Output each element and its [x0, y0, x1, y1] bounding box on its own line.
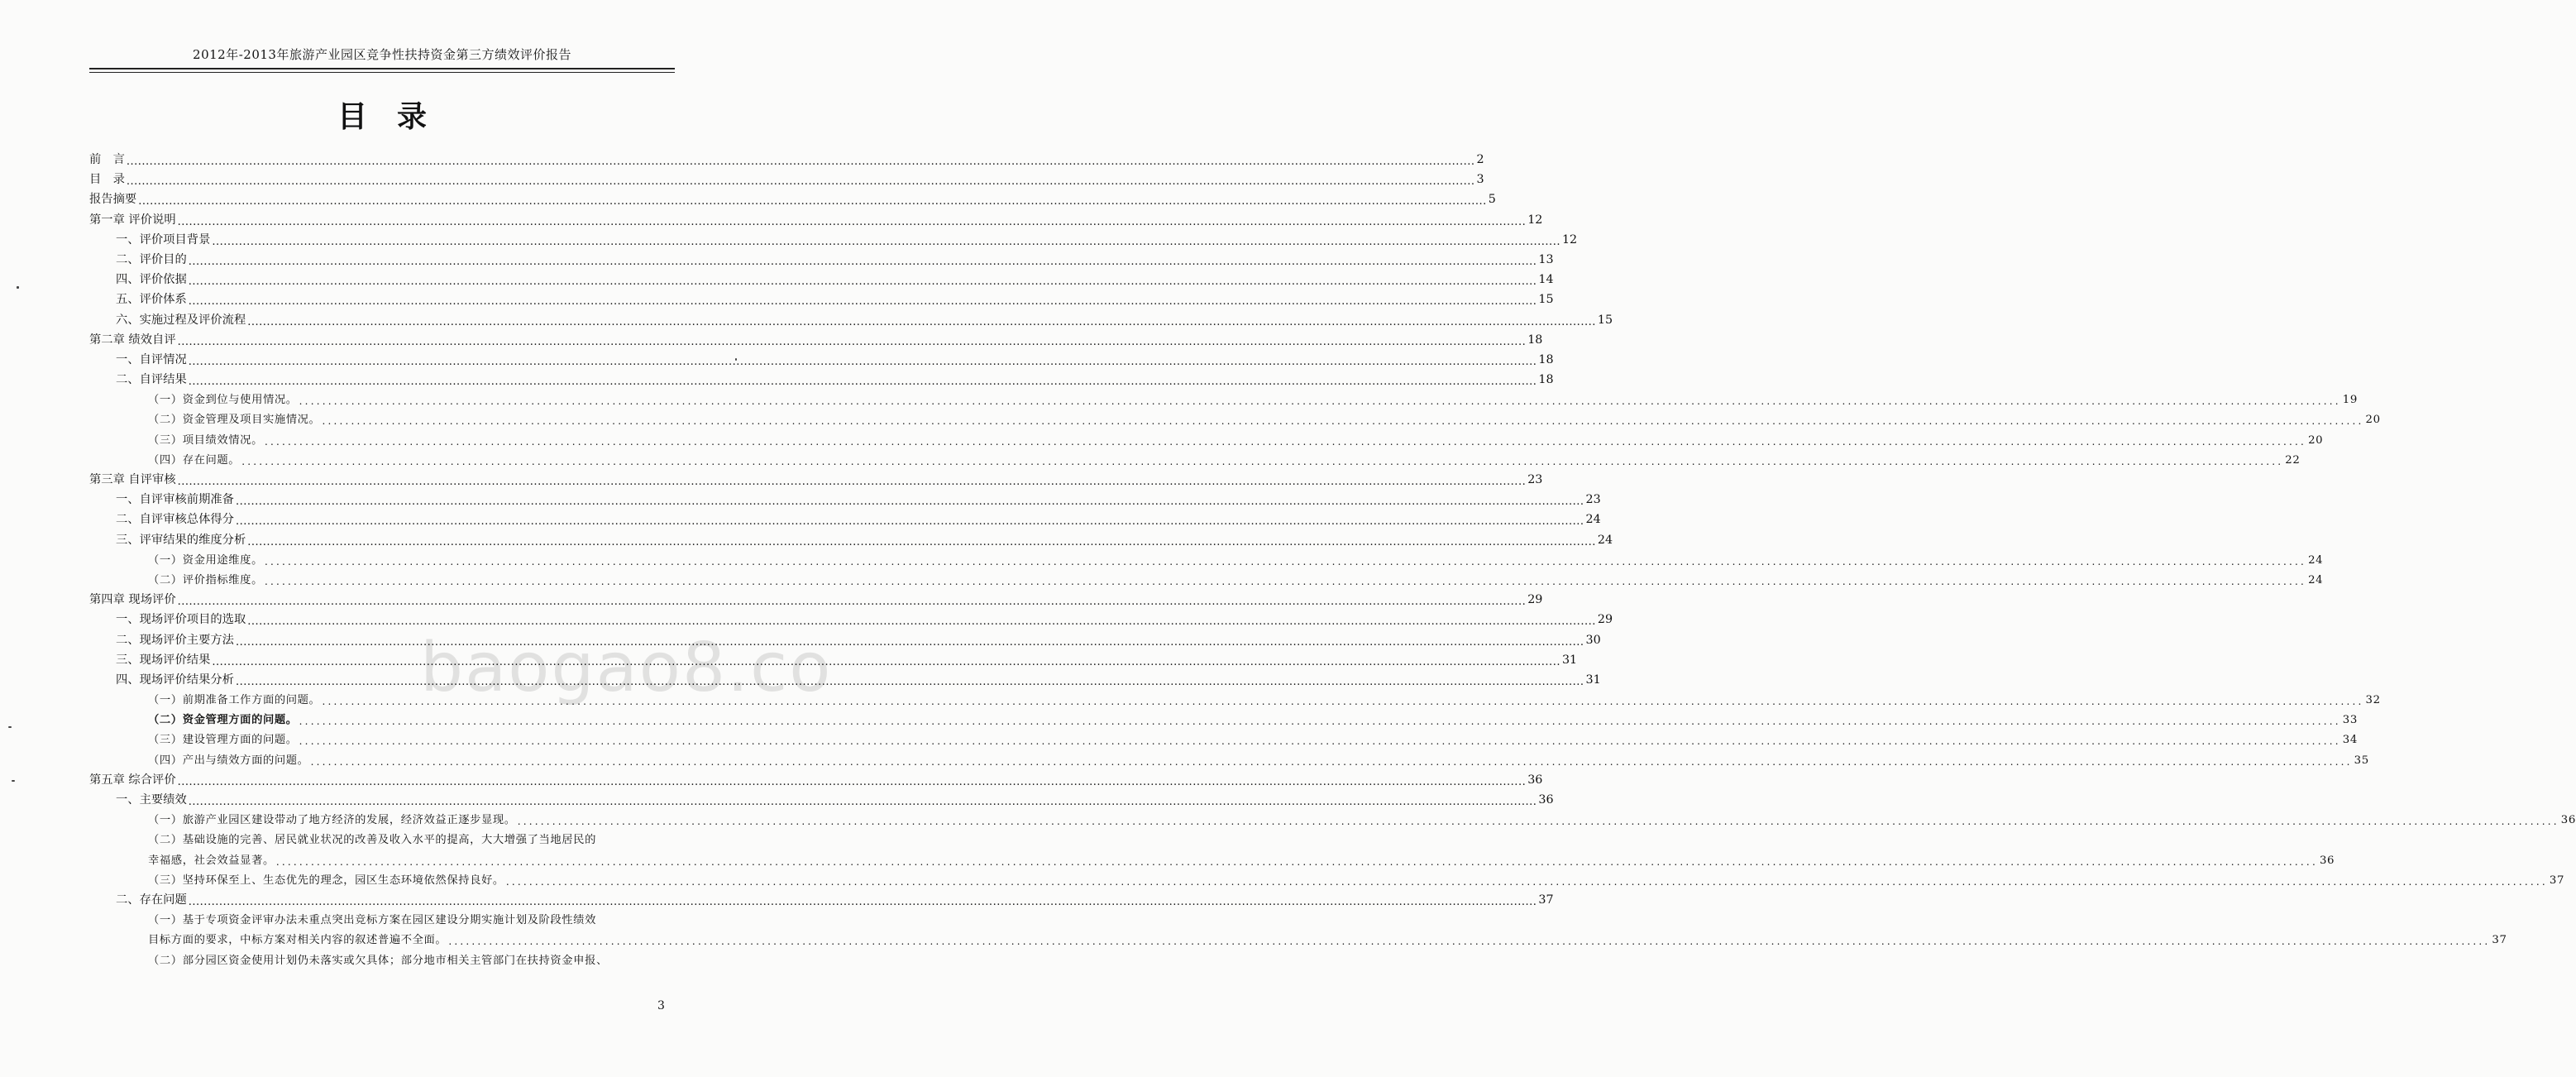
toc-dot-leader [178, 335, 1527, 347]
toc-dot-leader [448, 936, 2490, 946]
toc-entry-title: （三）项目绩效情况。 [148, 433, 263, 447]
toc-dot-leader [247, 615, 1596, 626]
toc-entry[interactable] [89, 531, 1613, 551]
toc-entry-page: 34 [2342, 734, 2358, 747]
toc-entry-page: 20 [2365, 414, 2381, 427]
toc-dot-leader [247, 315, 1596, 327]
scan-speck [8, 726, 12, 728]
toc-entry-page: 13 [1538, 252, 1554, 266]
toc-entry-page: 29 [1597, 613, 1613, 627]
toc-entry-page: 5 [1488, 193, 1496, 207]
toc-entry-title: 前 言 [89, 153, 125, 166]
toc-entry-title: 六、实施过程及评价流程 [116, 313, 246, 327]
toc-entry-title: 四、评价依据 [116, 273, 187, 287]
toc-entry[interactable] [89, 951, 671, 971]
toc-dot-leader [322, 415, 2363, 426]
toc-entry[interactable] [89, 251, 1554, 270]
toc-entry-page: 37 [1538, 893, 1554, 907]
toc-entry-page: 35 [2354, 754, 2369, 767]
toc-entry-title: （二）基础设施的完善、居民就业状况的改善及收入水平的提高，大大增强了当地居民的 [148, 834, 596, 847]
toc-entry-page: 36 [2560, 814, 2576, 827]
toc-entry[interactable] [89, 270, 1554, 290]
toc-entry-page: 31 [1561, 653, 1578, 667]
toc-entry[interactable] [89, 510, 1601, 530]
toc-entry-title: 四、现场评价结果分析 [116, 673, 234, 687]
toc-entry-page: 24 [1585, 513, 1601, 527]
toc-entry[interactable] [89, 551, 2324, 571]
toc-entry-title: （三）坚持环保至上、生态优先的理念，园区生态环境依然保持良好。 [148, 874, 504, 887]
toc-entry-title: 一、自评情况 [116, 352, 187, 366]
toc-entry[interactable] [89, 610, 1613, 630]
toc-entry-page: 20 [2308, 433, 2324, 447]
toc-entry[interactable] [89, 170, 1484, 190]
toc-entry-title: 幸福感，社会效益显著。 [148, 854, 275, 867]
toc-entry[interactable] [89, 290, 1554, 310]
toc-entry-title: （一）资金用途维度。 [148, 553, 263, 567]
header-rule-thick [89, 68, 675, 69]
toc-entry[interactable] [89, 371, 1554, 390]
toc-entry-page: 15 [1538, 293, 1554, 307]
page-title: 目 录 [337, 100, 427, 134]
toc-entry-title: （一）基于专项资金评审办法未重点突出竞标方案在园区建设分期实施计划及阶段性绩效 [148, 914, 596, 927]
toc-dot-leader [189, 255, 1537, 266]
toc-entry[interactable] [89, 871, 2565, 891]
toc-entry[interactable] [89, 911, 671, 931]
toc-entry-page: 12 [1561, 232, 1578, 247]
toc-entry[interactable] [89, 231, 1578, 251]
toc-dot-leader [311, 756, 2353, 767]
toc-entry-page: 12 [1527, 213, 1543, 227]
toc-dot-leader [189, 355, 1537, 366]
toc-entry[interactable] [89, 471, 1543, 491]
toc-entry-page: 36 [2319, 854, 2335, 867]
toc-dot-leader [247, 535, 1596, 547]
toc-dot-leader [189, 895, 1537, 907]
toc-entry-title: （二）部分园区资金使用计划仍未落实或欠具体；部分地市相关主管部门在扶持资金申报、 [148, 954, 608, 967]
page-number: 3 [657, 999, 665, 1012]
toc-dot-leader [189, 795, 1537, 807]
toc-entry-page: 14 [1538, 273, 1554, 287]
toc-entry-page: 24 [2308, 553, 2324, 567]
toc-entry-title: 三、评审结果的维度分析 [116, 533, 246, 547]
toc-entry-page: 23 [1527, 473, 1543, 486]
toc-entry[interactable] [89, 431, 2324, 451]
toc-entry[interactable] [89, 711, 2358, 730]
toc-dot-leader [236, 495, 1584, 506]
toc-entry[interactable] [89, 730, 2358, 750]
toc-entry[interactable] [89, 891, 1554, 911]
toc-entry-title: 一、评价项目背景 [116, 232, 211, 247]
toc-entry[interactable] [89, 410, 2381, 430]
toc-entry[interactable] [89, 751, 2369, 771]
toc-entry-page: 19 [2342, 394, 2358, 407]
toc-entry[interactable] [89, 491, 1601, 510]
toc-dot-leader [236, 515, 1584, 526]
toc-entry-page: 24 [2308, 573, 2324, 586]
toc-entry-title: 一、主要绩效 [116, 793, 187, 807]
toc-entry-page: 18 [1538, 373, 1554, 387]
toc-dot-leader [178, 595, 1527, 606]
toc-entry-page: 36 [1527, 773, 1543, 787]
toc-entry-page: 3 [1476, 173, 1484, 187]
toc-dot-leader [518, 816, 2559, 826]
toc-entry-title: 第三章 自评审核 [89, 473, 176, 486]
toc-dot-leader [265, 556, 2306, 567]
toc-entry[interactable] [89, 571, 2324, 591]
toc-dot-leader [189, 294, 1537, 306]
toc-dot-leader [212, 235, 1560, 247]
toc-entry-title: 二、存在问题 [116, 893, 187, 907]
toc-dot-leader [189, 375, 1537, 386]
toc-entry-title: 三、现场评价结果 [116, 653, 211, 667]
toc-entry-page: 30 [1585, 633, 1601, 647]
toc-entry[interactable] [89, 331, 1543, 351]
toc-entry-title: 二、自评结果 [116, 373, 187, 387]
toc-entry-title: （一）旅游产业园区建设带动了地方经济的发展，经济效益正逐步显现。 [148, 814, 516, 827]
toc-entry-page: 24 [1597, 533, 1613, 547]
toc-entry-title: 二、评价目的 [116, 252, 187, 266]
scan-speck [17, 286, 19, 289]
toc-dot-leader [506, 876, 2548, 887]
toc-entry-title: 一、自评审核前期准备 [116, 493, 234, 507]
toc-entry-title: 二、自评审核总体得分 [116, 513, 234, 527]
toc-entry[interactable] [89, 211, 1543, 231]
toc-entry-title: 报告摘要 [89, 193, 137, 207]
toc-dot-leader [299, 716, 2341, 726]
toc-dot-leader [189, 275, 1537, 286]
toc-entry-page: 33 [2342, 714, 2358, 727]
toc-dot-leader [299, 735, 2341, 746]
toc-entry-page: 15 [1597, 313, 1613, 327]
toc-entry-title: （二）资金管理及项目实施情况。 [148, 414, 321, 427]
toc-entry-title: （四）产出与绩效方面的问题。 [148, 754, 309, 767]
toc-entry[interactable] [89, 851, 2335, 871]
toc-entry-page: 18 [1538, 352, 1554, 366]
running-header: 2012年-2013年旅游产业园区竞争性扶持资金第三方绩效评价报告 [193, 47, 571, 62]
toc-entry[interactable] [89, 390, 2358, 410]
toc-entry-title: 第二章 绩效自评 [89, 333, 176, 347]
scan-speck [12, 780, 15, 782]
toc-entry[interactable] [89, 591, 1543, 610]
toc-dot-leader [212, 655, 1560, 667]
toc-entry-page: 32 [2365, 694, 2381, 707]
watermark: baogao8.co [420, 629, 833, 707]
toc-entry-title: 目 录 [89, 173, 125, 187]
toc-dot-leader [299, 395, 2341, 406]
toc-entry-title: 一、现场评价项目的选取 [116, 613, 246, 627]
toc-entry-page: 18 [1527, 333, 1543, 347]
toc-entry-page: 2 [1476, 153, 1484, 166]
toc-entry-title: （二）评价指标维度。 [148, 573, 263, 586]
toc-dot-leader [276, 856, 2318, 867]
toc-entry[interactable] [89, 931, 2507, 950]
toc-dot-leader [178, 215, 1527, 227]
toc-entry[interactable] [89, 311, 1613, 331]
toc-entry[interactable] [89, 451, 2301, 471]
toc-entry-title: （三）建设管理方面的问题。 [148, 734, 298, 747]
toc-entry-title: 第四章 现场评价 [89, 593, 176, 607]
toc-entry-title: （一）前期准备工作方面的问题。 [148, 694, 321, 707]
toc-entry-page: 37 [2492, 934, 2507, 947]
toc-entry-title: 目标方面的要求，中标方案对相关内容的叙述普遍不全面。 [148, 934, 447, 947]
toc-entry-title: 第一章 评价说明 [89, 213, 176, 227]
toc-dot-leader [127, 155, 1475, 166]
toc-entry-page: 37 [2549, 874, 2565, 887]
toc-entry-title: 二、现场评价主要方法 [116, 633, 234, 647]
toc-dot-leader [178, 475, 1527, 486]
toc-entry[interactable] [89, 151, 1484, 170]
toc-entry-title: （一）资金到位与使用情况。 [148, 394, 298, 407]
table-of-contents [89, 151, 2576, 971]
toc-entry-title: 五、评价体系 [116, 293, 187, 307]
toc-entry-title: 第五章 综合评价 [89, 773, 176, 787]
toc-dot-leader [127, 175, 1475, 186]
toc-entry-page: 31 [1585, 673, 1601, 687]
toc-entry[interactable] [89, 830, 671, 850]
toc-entry-page: 23 [1585, 493, 1601, 507]
toc-dot-leader [265, 576, 2306, 586]
toc-entry[interactable] [89, 791, 1554, 811]
toc-dot-leader [265, 436, 2306, 447]
header-rule-thin [89, 72, 675, 73]
toc-entry[interactable] [89, 811, 2576, 830]
toc-dot-leader [178, 775, 1527, 787]
toc-dot-leader [138, 194, 1487, 206]
toc-entry-page: 29 [1527, 593, 1543, 607]
toc-entry[interactable] [89, 351, 1554, 371]
toc-entry[interactable] [89, 190, 1496, 210]
toc-entry-page: 22 [2285, 453, 2301, 467]
toc-entry[interactable] [89, 771, 1543, 791]
toc-entry-title: （四）存在问题。 [148, 453, 241, 467]
toc-dot-leader [241, 456, 2283, 467]
scan-speck [735, 358, 737, 361]
toc-entry-page: 36 [1538, 793, 1554, 807]
toc-entry-title: （二）资金管理方面的问题。 [148, 714, 298, 727]
